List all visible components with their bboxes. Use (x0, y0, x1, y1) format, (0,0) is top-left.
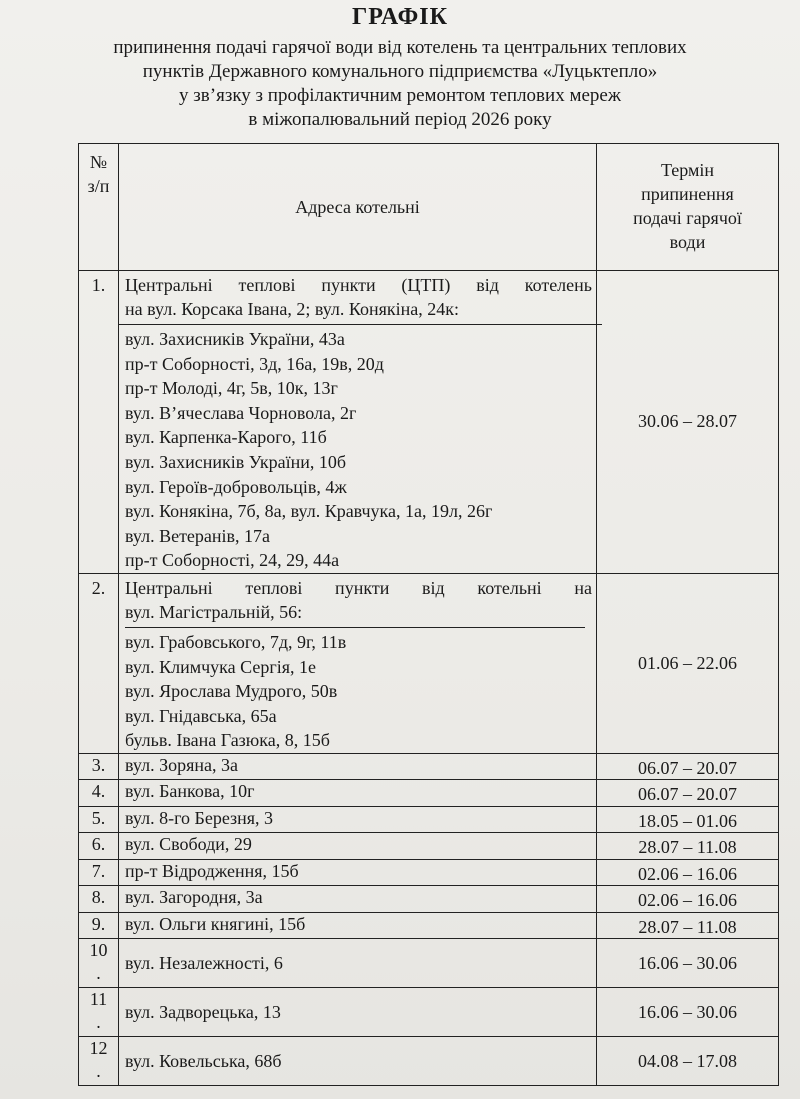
row-term: 04.08 – 17.08 (597, 1037, 779, 1086)
group1-term: 30.06 – 28.07 (597, 271, 779, 574)
group1-address-list (125, 325, 596, 573)
address-line: вул. Конякіна, 7б, 8а, вул. Кравчука, 1а, 19л, 26г (125, 501, 493, 522)
group2-title (125, 574, 596, 627)
header-address: Адреса котельні (119, 144, 597, 271)
header-term (597, 144, 779, 271)
simple-rows (79, 753, 779, 1086)
row-term: 02.06 – 16.06 (597, 886, 779, 913)
row-number (79, 1037, 119, 1086)
row-address: вул. Зоряна, 3а (119, 753, 597, 780)
row-term: 16.06 – 30.06 (597, 988, 779, 1037)
table-row (79, 912, 779, 939)
address-line: вул. Гнідавська, 65а (125, 705, 277, 726)
address-line: вул. В’ячеслава Чорновола, 2г (125, 402, 357, 423)
subtitle-line: у зв’язку з профілактичним ремонтом теплових мереж (179, 85, 621, 106)
group1-title (125, 271, 596, 324)
group2-title-line: Центральні теплові пункти від котельні на (125, 577, 592, 598)
address-line: вул. Грабовського, 7д, 9г, 11в (125, 631, 347, 652)
address-line: вул. Карпенка-Карого, 11б (125, 427, 327, 448)
table-row-group1 (79, 271, 779, 574)
row-term: 28.07 – 11.08 (597, 833, 779, 860)
address-line: пр-т Соборності, 24, 29, 44а (125, 550, 340, 571)
group1-title-line: Центральні теплові пункти (ЦТП) від котелень (125, 275, 592, 295)
row-term: 18.05 – 01.06 (597, 806, 779, 833)
row-address: вул. 8-го Березня, 3 (119, 806, 597, 833)
table-row (79, 833, 779, 860)
row-number: 7. (79, 859, 119, 886)
row-number: 5. (79, 806, 119, 833)
row-number-part: 11 (89, 989, 108, 1010)
row-address: вул. Банкова, 10г (119, 780, 597, 807)
group2-address-cell (119, 573, 597, 753)
table-header-row (79, 144, 779, 271)
row-address: вул. Загородня, 3а (119, 886, 597, 913)
row-number-part: . (96, 1012, 101, 1033)
group1-address-cell (119, 271, 597, 574)
row-number-part: . (96, 1061, 101, 1082)
group2-address-list (125, 628, 596, 753)
row-number (79, 939, 119, 988)
document-title: ГРАФІК (351, 4, 449, 30)
row-term: 28.07 – 11.08 (597, 912, 779, 939)
row-term: 16.06 – 30.06 (597, 939, 779, 988)
address-line: вул. Захисників України, 43а (125, 329, 345, 349)
row-address: вул. Свободи, 29 (119, 833, 597, 860)
row-number: 8. (79, 886, 119, 913)
row-number (79, 988, 119, 1037)
address-line: вул. Климчука Сергія, 1е (125, 656, 316, 677)
header-number-line: з/п (87, 176, 110, 196)
address-line: бульв. Івана Газюка, 8, 15б (125, 730, 330, 751)
row-number: 1. (79, 271, 119, 574)
header-term-line: припинення (641, 184, 734, 204)
row-term: 06.07 – 20.07 (597, 753, 779, 780)
row-address: вул. Ольги княгині, 15б (119, 912, 597, 939)
group1-title-line: на вул. Корсака Івана, 2; вул. Конякіна, 24к: (125, 299, 460, 319)
header-number (79, 144, 119, 271)
row-number-part: 10 (89, 940, 108, 961)
schedule-table (78, 143, 779, 1086)
group2-term: 01.06 – 22.06 (597, 573, 779, 753)
table-row (79, 988, 779, 1037)
address-line: вул. Ярослава Мудрого, 50в (125, 681, 338, 702)
table-row-group2 (79, 573, 779, 753)
row-number: 9. (79, 912, 119, 939)
table-row (79, 859, 779, 886)
row-address: вул. Незалежності, 6 (119, 939, 597, 988)
address-line: пр-т Молоді, 4г, 5в, 10к, 13г (125, 378, 338, 399)
row-address: вул. Ковельська, 68б (119, 1037, 597, 1086)
subtitle-line: припинення подачі гарячої води від котелень та центральних теплових (113, 37, 687, 58)
table-row (79, 780, 779, 807)
row-number-part: 12 (89, 1038, 108, 1059)
row-number: 2. (79, 573, 119, 753)
row-number: 4. (79, 780, 119, 807)
row-term: 06.07 – 20.07 (597, 780, 779, 807)
table-row (79, 939, 779, 988)
row-term: 02.06 – 16.06 (597, 859, 779, 886)
table-row (79, 886, 779, 913)
row-address: пр-т Відродження, 15б (119, 859, 597, 886)
row-number: 6. (79, 833, 119, 860)
address-line: вул. Ветеранів, 17а (125, 525, 271, 546)
group2-title-line: вул. Магістральній, 56: (125, 601, 303, 622)
table-row (79, 1037, 779, 1086)
header-number-line: № (89, 152, 108, 172)
row-number-part: . (96, 963, 101, 984)
subtitle-line: пунктів Державного комунального підприємства «Луцьктепло» (142, 61, 658, 82)
header-term-line: подачі гарячої (633, 208, 742, 228)
address-line: вул. Героїв-добровольців, 4ж (125, 476, 347, 497)
address-line: вул. Захисників України, 10б (125, 451, 347, 472)
table-row (79, 806, 779, 833)
address-line: пр-т Соборності, 3д, 16а, 19в, 20д (125, 353, 384, 374)
row-number: 3. (79, 753, 119, 780)
table-row (79, 753, 779, 780)
row-address: вул. Задворецька, 13 (119, 988, 597, 1037)
subtitle-line: в міжопалювальний період 2026 року (248, 109, 552, 130)
document-subtitle (0, 36, 800, 132)
header-term-line: води (669, 232, 706, 252)
header-term-line: Термін (660, 160, 715, 180)
